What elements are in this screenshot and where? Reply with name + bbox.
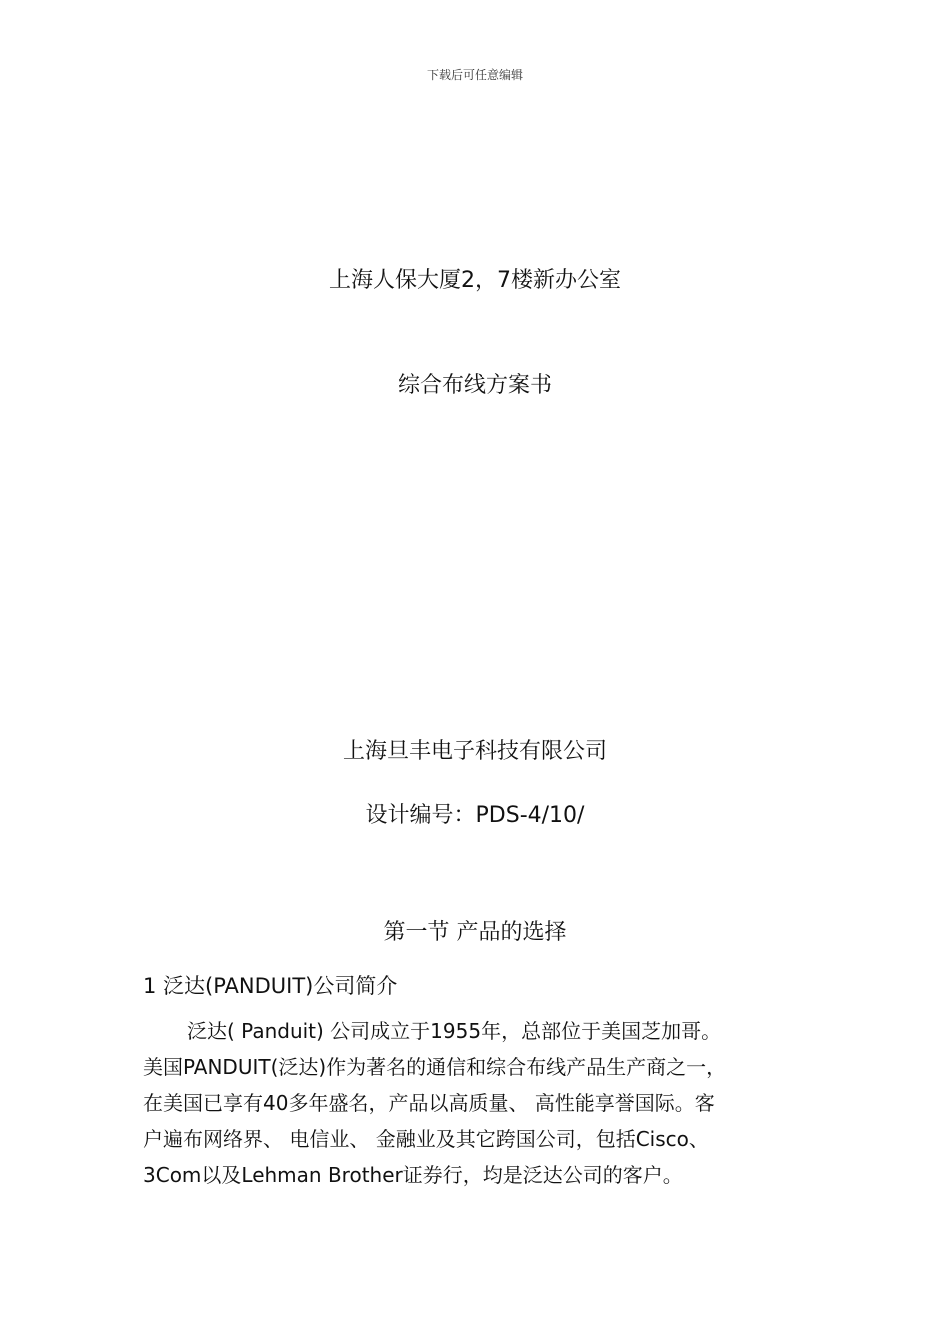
paragraph-line: 3Com以及Lehman Brother证券行，均是泛达公司的客户。 bbox=[143, 1163, 683, 1187]
section-title: 第一节 产品的选择 bbox=[383, 920, 567, 945]
subsection-title: 1 泛达(PANDUIT)公司简介 bbox=[143, 974, 398, 998]
body-paragraph bbox=[143, 1013, 823, 1193]
header-note: 下载后可任意编辑 bbox=[426, 68, 523, 82]
paragraph-line: 户遍布网络界、 电信业、 金融业及其它跨国公司，包括Cisco、 bbox=[143, 1127, 709, 1151]
paragraph-line: 在美国已享有40多年盛名，产品以高质量、 高性能享誉国际。客 bbox=[143, 1091, 715, 1115]
document-subtitle: 综合布线方案书 bbox=[397, 373, 552, 398]
design-number: 设计编号：PDS-4/10/ bbox=[365, 803, 585, 828]
paragraph-line: 美国PANDUIT(泛达)作为著名的通信和综合布线产品生产商之一， bbox=[143, 1055, 727, 1079]
company-name: 上海旦丰电子科技有限公司 bbox=[342, 739, 607, 764]
document-title: 上海人保大厦2，7楼新办公室 bbox=[329, 268, 621, 293]
paragraph-line: 泛达( Panduit) 公司成立于1955年，总部位于美国芝加哥。 bbox=[187, 1019, 722, 1043]
